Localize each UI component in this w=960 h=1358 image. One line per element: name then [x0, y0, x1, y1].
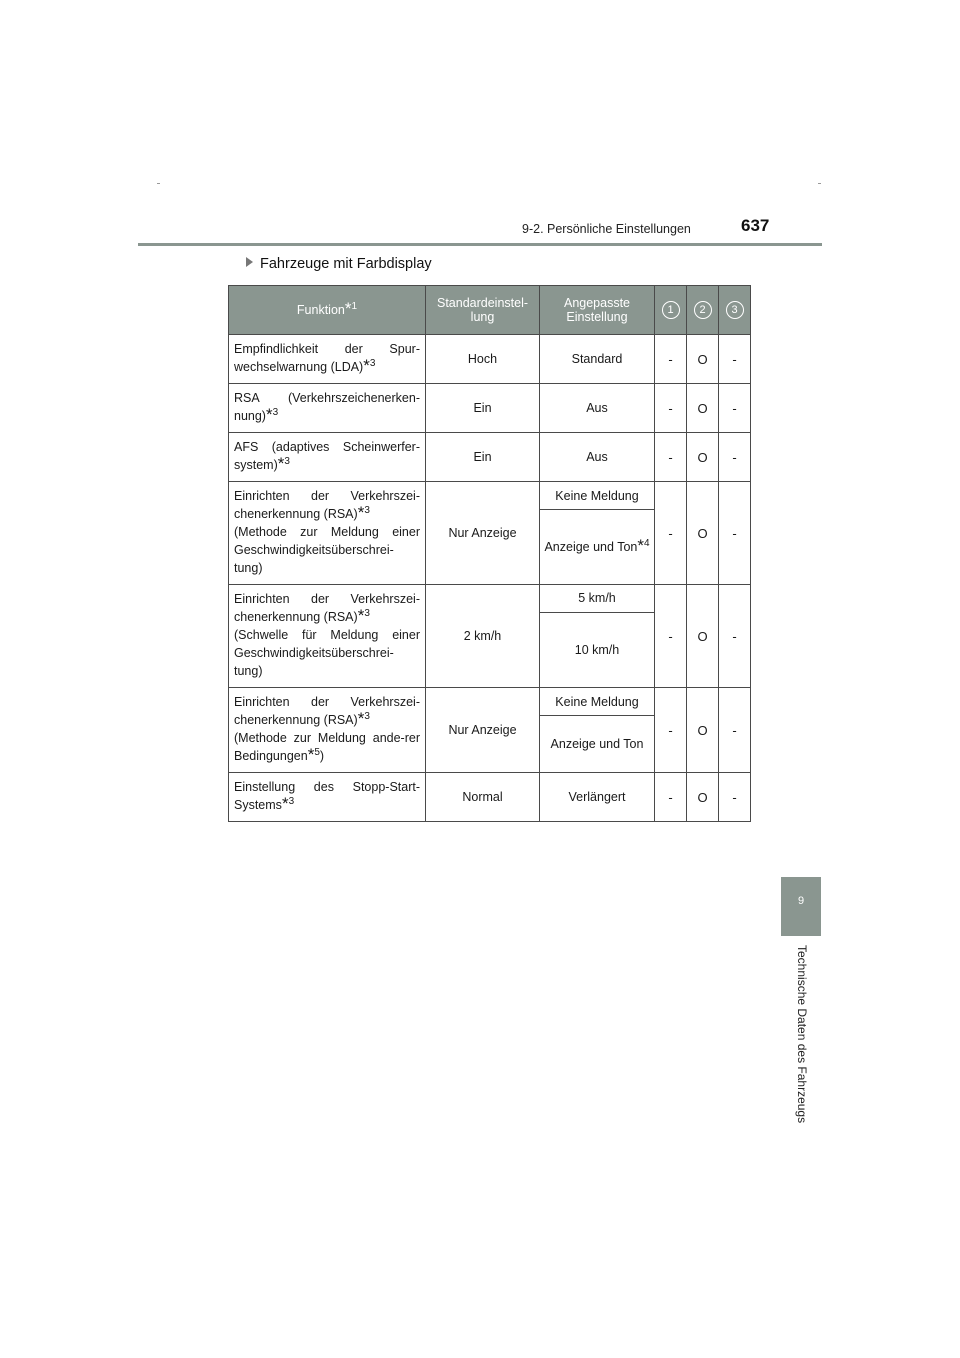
- col-2: [687, 286, 719, 335]
- function-cell: Einstellung des Stopp-Start-Systems*$^3$: [229, 773, 426, 822]
- mark-cell: O: [687, 585, 719, 688]
- col-3: [719, 286, 751, 335]
- table-row: [229, 688, 751, 716]
- custom-cell: Keine Meldung: [540, 688, 655, 716]
- mark-cell: -: [655, 482, 687, 585]
- mark-cell: -: [719, 384, 751, 433]
- crop-mark: [157, 183, 160, 184]
- function-cell: Einrichten der Verkehrszei-chenerkennung (RSA)*$^3$ (Methode zur Meldung einer Geschwindigkeitsüberschrei-tung): [229, 482, 426, 585]
- custom-cell: Keine Meldung: [540, 482, 655, 510]
- default-cell: Nur Anzeige: [426, 482, 540, 585]
- table-header-row: [229, 286, 751, 335]
- table-row: [229, 384, 751, 433]
- default-cell: Ein: [426, 433, 540, 482]
- table-row: [229, 585, 751, 613]
- custom-cell: Anzeige und Ton*$^4$: [540, 510, 655, 585]
- mark-cell: -: [655, 688, 687, 773]
- mark-cell: -: [655, 585, 687, 688]
- default-cell: 2 km/h: [426, 585, 540, 688]
- mark-cell: -: [655, 384, 687, 433]
- chapter-number: 9: [797, 895, 805, 907]
- custom-cell: Standard: [540, 335, 655, 384]
- mark-cell: O: [687, 335, 719, 384]
- chapter-label: Technische Daten des Fahrzeugs: [795, 945, 809, 1124]
- col-custom: Angepasste Einstellung: [540, 286, 655, 335]
- function-cell: RSA (Verkehrszeichenerken-nung)*$^3$: [229, 384, 426, 433]
- mark-cell: -: [719, 482, 751, 585]
- mark-cell: -: [719, 773, 751, 822]
- function-cell: Einrichten der Verkehrszei-chenerkennung (RSA)*$^3$ (Schwelle für Meldung einer Geschwindigkeitsüberschrei-tung): [229, 585, 426, 688]
- custom-cell: Aus: [540, 433, 655, 482]
- mark-cell: -: [719, 335, 751, 384]
- mark-cell: -: [719, 585, 751, 688]
- default-cell: Normal: [426, 773, 540, 822]
- function-cell: AFS (adaptives Scheinwerfer-system)*$^3$: [229, 433, 426, 482]
- header-rule: [138, 243, 822, 246]
- subheading: [246, 256, 432, 272]
- default-cell: Ein: [426, 384, 540, 433]
- mark-cell: -: [655, 773, 687, 822]
- function-cell: Einrichten der Verkehrszei-chenerkennung (RSA)*$^3$ (Methode zur Meldung ande-rer Bedingungen*$^5$): [229, 688, 426, 773]
- chapter-tab: [781, 877, 821, 936]
- table-row: [229, 482, 751, 510]
- custom-cell: Anzeige und Ton: [540, 716, 655, 773]
- custom-cell: 10 km/h: [540, 612, 655, 687]
- col-1: [655, 286, 687, 335]
- col-default: Standardeinstel-lung: [426, 286, 540, 335]
- section-title: 9-2. Persönliche Einstellungen: [522, 222, 691, 236]
- triangle-bullet-icon: [246, 257, 253, 267]
- col-function: Funktion*$^1$: [229, 286, 426, 335]
- table-row: [229, 433, 751, 482]
- custom-cell: Aus: [540, 384, 655, 433]
- default-cell: Nur Anzeige: [426, 688, 540, 773]
- settings-table: [228, 285, 751, 822]
- mark-cell: O: [687, 773, 719, 822]
- table-row: [229, 335, 751, 384]
- mark-cell: -: [719, 433, 751, 482]
- mark-cell: O: [687, 482, 719, 585]
- circled-1-icon: 1: [662, 301, 680, 319]
- mark-cell: O: [687, 688, 719, 773]
- default-cell: Hoch: [426, 335, 540, 384]
- circled-2-icon: 2: [694, 301, 712, 319]
- circled-3-icon: 3: [726, 301, 744, 319]
- mark-cell: -: [655, 335, 687, 384]
- custom-cell: Verlängert: [540, 773, 655, 822]
- custom-cell: 5 km/h: [540, 585, 655, 613]
- function-cell: Empfindlichkeit der Spur-wechselwarnung (LDA)*$^3$: [229, 335, 426, 384]
- mark-cell: O: [687, 433, 719, 482]
- page-number: 637: [741, 216, 770, 235]
- mark-cell: -: [719, 688, 751, 773]
- table-row: [229, 773, 751, 822]
- mark-cell: -: [655, 433, 687, 482]
- subheading-text: Fahrzeuge mit Farbdisplay: [260, 256, 432, 272]
- mark-cell: O: [687, 384, 719, 433]
- crop-mark: [818, 183, 821, 184]
